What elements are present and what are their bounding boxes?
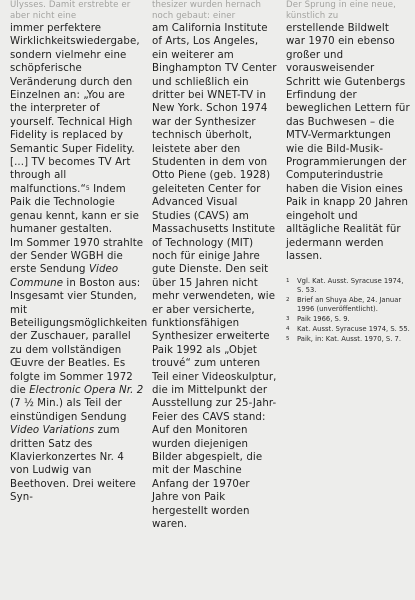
work-title: Electronic Opera Nr. 2 xyxy=(29,384,144,396)
footnote-number: 3 xyxy=(286,316,290,323)
footnote-text: Paik, in: Kat. Ausst. 1970, S. 7. xyxy=(297,335,402,344)
article-body xyxy=(152,22,277,531)
paragraph-text: immer perfektere Wirklichkeitswiedergabe, sondern vielmehr eine schöpferische Veränderung durch den Einzelnen an: „You are the interpreter of yourself. Technical High Fidelity is replaced by Semantic Super Fidelity. [...] TV becomes TV Art through all malfunctions.“ xyxy=(10,23,140,195)
footnote-number: 4 xyxy=(286,326,290,333)
text-column-right xyxy=(286,0,410,345)
footnote-number: 5 xyxy=(286,336,290,343)
work-title: Video Variations xyxy=(10,425,95,437)
footnote xyxy=(286,277,410,295)
paragraph-text: in Boston aus: Insgesamt vier Stunden, mit Beteiligungsmöglichkeiten der Zuschauer, parallel zu dem vollständigen Œuvre der Beatles. Es folgte im Sommer 1972 die xyxy=(10,277,148,396)
text-column-middle xyxy=(152,0,277,531)
text-column-left xyxy=(10,0,148,505)
paragraph xyxy=(10,22,145,237)
footnote-number: 1 xyxy=(286,278,290,285)
footnotes-list xyxy=(286,277,410,344)
paragraph: erstellende Bildwelt war 1970 ein ebenso großer und vorausweisender Schritt wie Gutenbergs Erfindung der beweglichen Lettern für das Buchwesen – die MTV-Vermarktungen wie die Bild-Musik-Programmierungen der Computerindustrie haben die Vision eines Paik in knapp 20 Jahren eingeholt und alltägliche Realität für jedermann werden lassen. xyxy=(286,23,410,262)
footnote-number: 2 xyxy=(286,297,290,304)
article-body xyxy=(286,22,410,263)
footnote xyxy=(286,325,410,334)
paragraph-text: Im Sommer 1970 strahlte der Sender WGBH die erste Sendung xyxy=(10,237,144,276)
faded-previous-text: Ulysses. Damit erstrebte er aber nicht eine xyxy=(10,0,131,21)
footnote xyxy=(286,315,410,324)
paragraph-text: zum dritten Satz des Klavierkonzertes Nr. 4 von Ludwig van Beethoven. Drei weitere Syn- xyxy=(10,425,136,504)
paragraph: am California Institute of Arts, Los Angeles, ein weiterer am Binghampton TV Center und schließlich ein dritter bei WNET-TV in New York. Schon 1974 war der Synthesizer technisch überholt, leistete aber den Studenten in dem von Otto Piene (geb. 1928) geleiteten Center for Advanced Visual Studies (CAVS) am Massachusetts Institute of Technology (MIT) noch für einige Jahre gute Dienste. Den seit über 15 Jahren nicht mehr verwendeten, wie er aber versicherte, funktionsfähigen Synthesizer erweiterte Paik 1992 als „Objet trouvé“ zum unteren Teil einer Videoskulptur, die im Mittelpunkt der Ausstellung zur 25-Jahr-Feier des CAVS stand: Auf den Monitoren wurden diejenigen Bilder abgespielt, die mit der Maschine Anfang der 1970er Jahre von Paik hergestellt worden waren. xyxy=(152,23,277,531)
footnote-text: Brief an Shuya Abe, 24. Januar 1996 (unveröffentlicht). xyxy=(297,296,402,314)
article-body xyxy=(10,22,148,505)
faded-previous-text: thesizer wurden hernach noch gebaut: einer xyxy=(152,0,262,21)
footnote-text: Paik 1966, S. 9. xyxy=(297,315,350,324)
paragraph xyxy=(10,237,148,505)
footnote xyxy=(286,335,410,344)
footnote xyxy=(286,296,410,314)
faded-previous-text: Der Sprung in eine neue, künstlich zu xyxy=(286,0,396,21)
footnote-ref[interactable]: 5 xyxy=(85,184,90,192)
work-title: Video Commune xyxy=(10,264,119,289)
paragraph-text: Indem Paik die Technologie genau kennt, kann er sie humaner gestalten. xyxy=(10,183,139,236)
footnote-text: Kat. Ausst. Syracuse 1974, S. 55. xyxy=(297,325,410,334)
footnote-text: Vgl. Kat. Ausst. Syracuse 1974, S. 53. xyxy=(297,277,404,295)
paragraph-text: (7 ½ Min.) als Teil der einstündigen Sendung xyxy=(10,398,127,423)
